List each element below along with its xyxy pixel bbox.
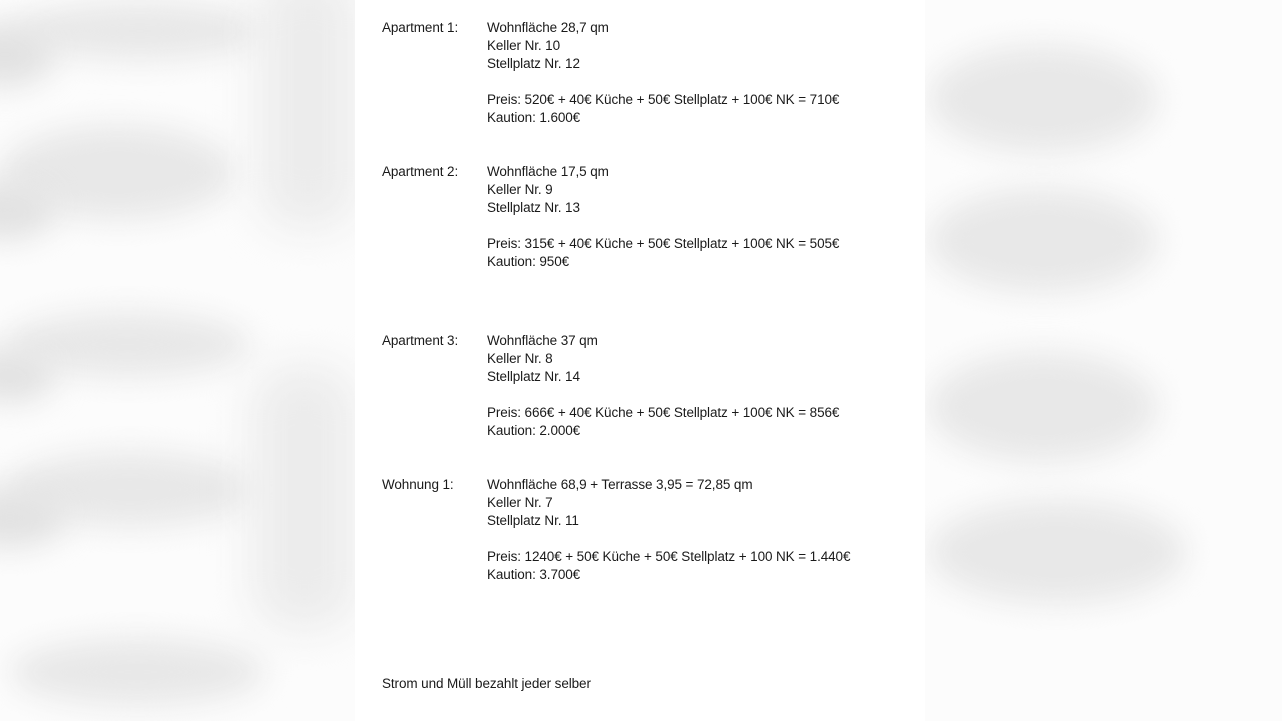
listing-deposit: Kaution: 3.700€: [487, 567, 581, 582]
listing-cellar: Keller Nr. 7: [487, 495, 553, 510]
backdrop-blob: [928, 500, 1186, 604]
listing-details: [487, 476, 850, 584]
backdrop-blob: [252, 365, 357, 630]
document-page: [355, 0, 925, 721]
backdrop-blob: [928, 188, 1158, 293]
listing-label: Wohnung 1:: [382, 477, 454, 492]
spacer-line: [487, 73, 839, 91]
listing-details: [487, 332, 839, 440]
listing-label: Apartment 3:: [382, 333, 459, 348]
listing-cellar: Keller Nr. 8: [487, 351, 553, 366]
listing-price: Preis: 315€ + 40€ Küche + 50€ Stellplatz + 100€ NK = 505€: [487, 236, 840, 251]
listing-area: Wohnfläche 68,9 + Terrasse 3,95 = 72,85 qm: [487, 477, 753, 492]
listing-apartment-1: [382, 19, 839, 127]
listing-parking: Stellplatz Nr. 11: [487, 513, 579, 528]
listing-wohnung-1: [382, 476, 850, 584]
listing-details: [487, 163, 839, 271]
listing-parking: Stellplatz Nr. 13: [487, 200, 580, 215]
listing-deposit: Kaution: 1.600€: [487, 110, 581, 125]
spacer-line: [487, 530, 850, 548]
listing-price: Preis: 666€ + 40€ Küche + 50€ Stellplatz + 100€ NK = 856€: [487, 405, 840, 420]
listing-area: Wohnfläche 28,7 qm: [487, 20, 609, 35]
listing-apartment-3: [382, 332, 839, 440]
listing-deposit: Kaution: 2.000€: [487, 423, 581, 438]
listing-cellar: Keller Nr. 10: [487, 38, 560, 53]
backdrop-blob: [928, 45, 1158, 153]
listing-label: Apartment 2:: [382, 164, 459, 179]
backdrop-blob: [928, 352, 1158, 462]
backdrop-blob: [258, 0, 358, 230]
listing-parking: Stellplatz Nr. 12: [487, 56, 580, 71]
listing-label: Apartment 1:: [382, 20, 459, 35]
listing-area: Wohnfläche 17,5 qm: [487, 164, 609, 179]
listing-parking: Stellplatz Nr. 14: [487, 369, 580, 384]
listing-cellar: Keller Nr. 9: [487, 182, 553, 197]
spacer-line: [487, 217, 839, 235]
utilities-note: Strom und Müll bezahlt jeder selber: [382, 676, 591, 691]
listing-area: Wohnfläche 37 qm: [487, 333, 598, 348]
listing-deposit: Kaution: 950€: [487, 254, 570, 269]
listing-apartment-2: [382, 163, 839, 271]
spacer-line: [487, 386, 839, 404]
listing-price: Preis: 1240€ + 50€ Küche + 50€ Stellplatz + 100 NK = 1.440€: [487, 549, 851, 564]
listing-price: Preis: 520€ + 40€ Küche + 50€ Stellplatz + 100€ NK = 710€: [487, 92, 840, 107]
backdrop-blob: [10, 638, 265, 706]
listing-details: [487, 19, 839, 127]
